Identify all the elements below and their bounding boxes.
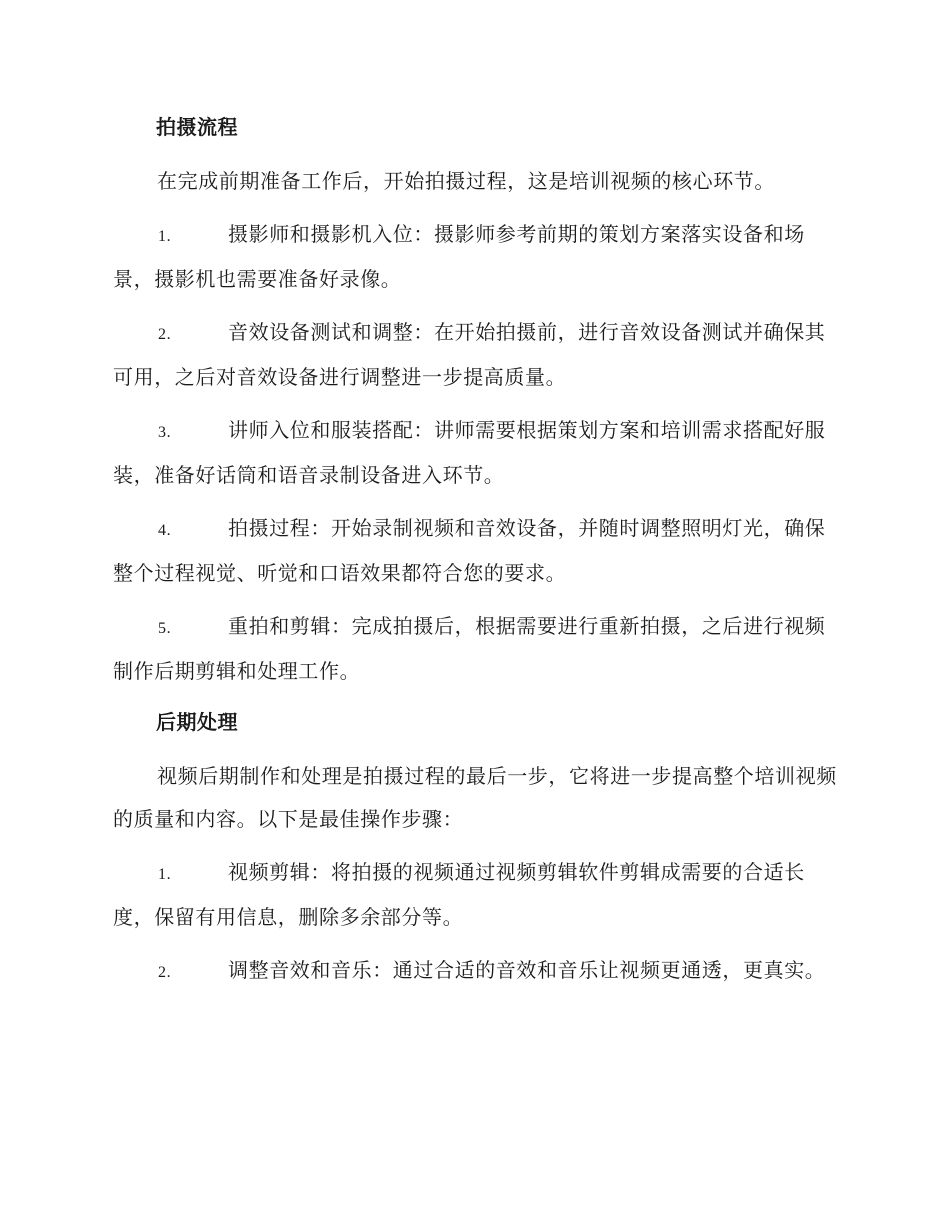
list-item-text: 讲师入位和服装搭配：讲师需要根据策划方案和培训需求搭配好服装，准备好话筒和语音录制设备进入环节。: [113, 418, 826, 487]
list-item: [113, 507, 838, 595]
list-item-number: 5.: [158, 620, 172, 637]
list-item: [113, 213, 838, 301]
section-heading: 拍摄流程: [156, 115, 238, 139]
list-item: [113, 949, 838, 994]
section-heading: 后期处理: [156, 710, 238, 734]
list-item-number: 2.: [158, 326, 172, 343]
list-item-text: 视频剪辑：将拍摄的视频通过视频剪辑软件剪辑成需要的合适长度，保留有用信息，删除多余部分等。: [113, 860, 805, 929]
list-item-text: 拍摄过程：开始录制视频和音效设备，并随时调整照明灯光，确保整个过程视觉、听觉和口语效果都符合您的要求。: [113, 516, 826, 585]
document-body: [113, 112, 838, 1004]
list-item: [113, 605, 838, 693]
list-item-number: 2.: [158, 964, 172, 981]
list-item-number: 3.: [158, 424, 172, 441]
list-item-text: 摄影师和摄影机入位：摄影师参考前期的策划方案落实设备和场景，摄影机也需要准备好录像。: [113, 222, 805, 291]
list-item-text: 音效设备测试和调整：在开始拍摄前，进行音效设备测试并确保其可用，之后对音效设备进行调整进一步提高质量。: [113, 320, 826, 389]
list-item-number: 1.: [158, 228, 172, 245]
list-item-number: 1.: [158, 866, 172, 883]
list-item-text: 重拍和剪辑：完成拍摄后，根据需要进行重新拍摄，之后进行视频制作后期剪辑和处理工作。: [113, 614, 826, 683]
list-item: [113, 851, 838, 939]
section-intro: 在完成前期准备工作后，开始拍摄过程，这是培训视频的核心环节。: [157, 169, 775, 193]
list-item-text: 调整音效和音乐：通过合适的音效和音乐让视频更通透，更真实。: [228, 958, 826, 982]
list-item-number: 4.: [158, 522, 172, 539]
list-item: [113, 311, 838, 399]
list-item: [113, 409, 838, 497]
section-intro: 视频后期制作和处理是拍摄过程的最后一步，它将进一步提高整个培训视频的质量和内容。以下是最佳操作步骤：: [113, 764, 837, 831]
